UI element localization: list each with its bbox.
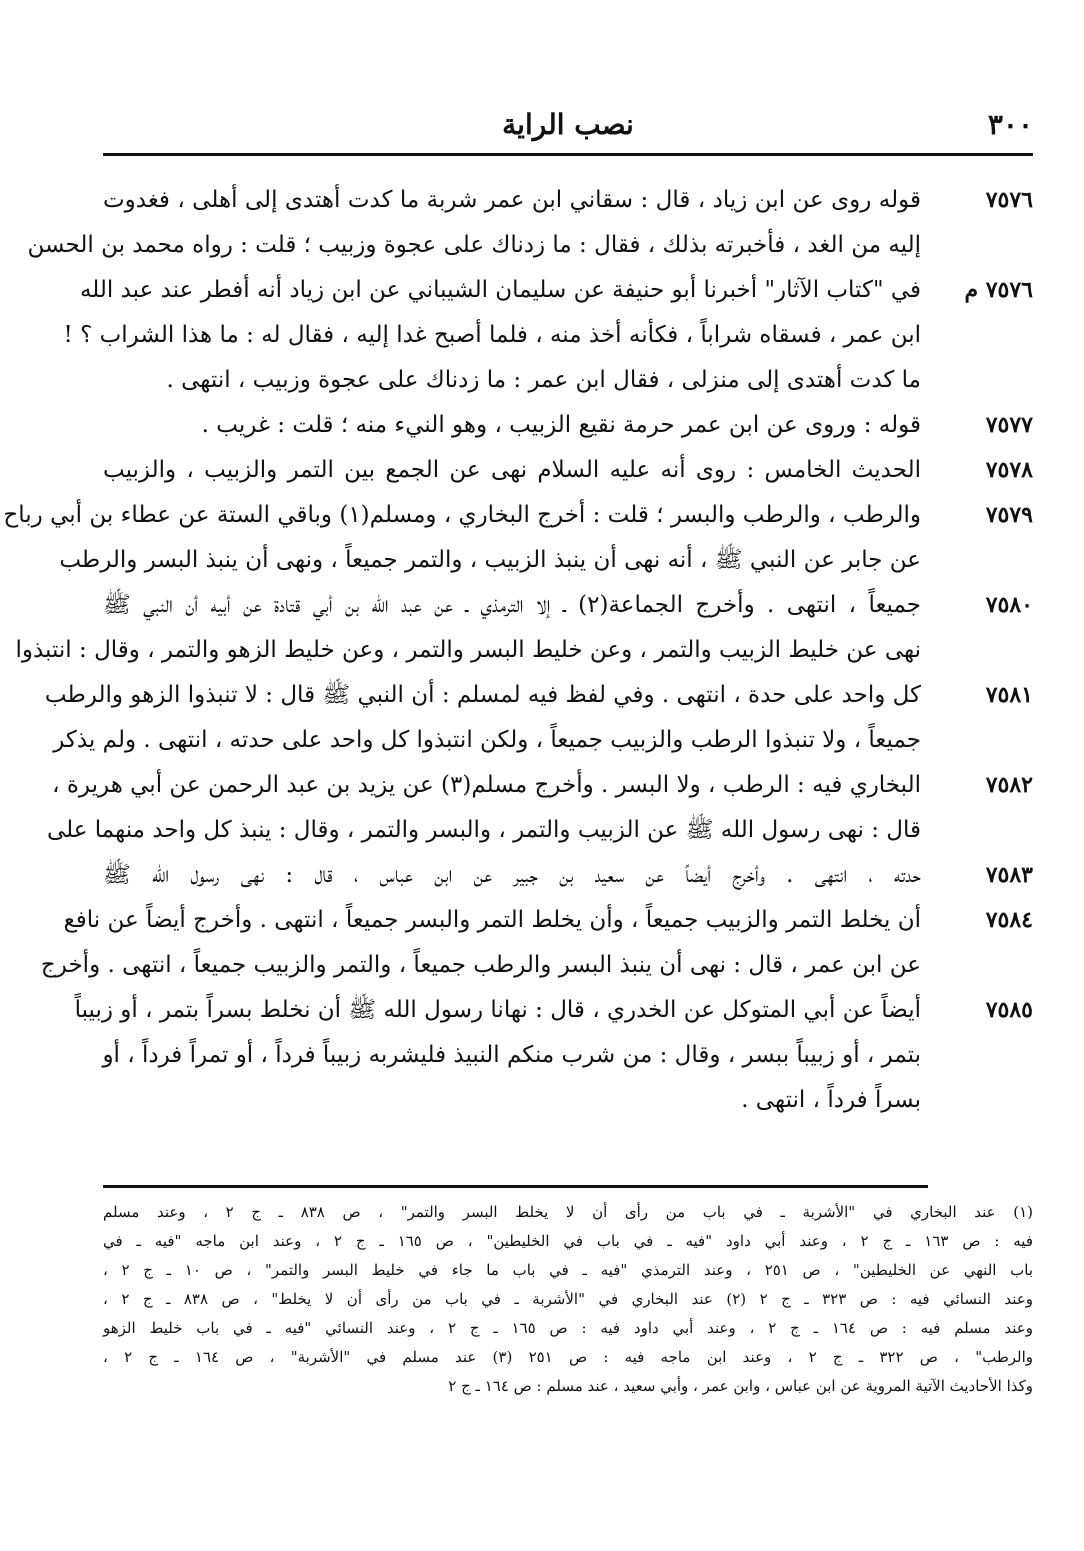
footnote-line: فيه : ص ١٦٣ ـ ج ٢ ، وعند أبي داود "فيه ـ في باب في الخليطين" ، ص ١٦٥ ـ ج ٢ ، وعند ابن ماجه "فيه ـ في [103, 1232, 1033, 1250]
hadith-number: ٧٥٧٩ [985, 502, 1033, 528]
page-number: ٣٠٠ [987, 108, 1033, 141]
hadith-number: ٧٥٧٦ م [964, 277, 1033, 303]
text-line [3, 493, 1033, 538]
hadith-number: ٧٥٨٤ [985, 907, 1033, 933]
line-text: ما كدت أهتدى إلى منزلى ، فقال ابن عمر : ما زدناك على عجوة وزبيب ، انتهى . [166, 367, 921, 393]
footnote-line: (١) عند البخاري في "الأشربة ـ في باب من رأى أن لا يخلط البسر والتمر" ، ص ٨٣٨ ـ ج ٢ ، وعند مسلم [103, 1203, 1033, 1221]
line-text: جميعاً ، ولا تنبذوا الرطب والزبيب جميعاً ، ولكن انتبذوا كل واحد على حدته ، انتهى . ولم يذكر [53, 727, 921, 753]
hadith-number: ٧٥٨٣ [985, 862, 1033, 888]
line-text: حدته ، انتهى . وأخرج أيضاً عن سعيد بن جبير عن ابن عباس ، قال : نهى رسول الله ﷺ [103, 862, 921, 888]
main-text [3, 178, 1033, 1123]
line-text: نهى عن خليط الزبيب والتمر ، وعن خليط البسر والتمر ، وعن خليط الزهو والتمر ، وقال : انتبذوا [15, 637, 921, 663]
line-text: البخاري فيه : الرطب ، ولا البسر . وأخرج مسلم(٣) عن يزيد بن عبد الرحمن عن أبي هريرة ، [52, 772, 921, 798]
line-text: في "كتاب الآثار" أخبرنا أبو حنيفة عن سليمان الشيباني عن ابن زياد أنه أفطر عند عبد الله [79, 277, 921, 303]
hadith-number: ٧٥٧٦ [985, 187, 1033, 213]
hadith-number: ٧٥٧٧ [985, 412, 1033, 438]
line-text: عن جابر عن النبي ﷺ ، أنه نهى أن ينبذ الزبيب ، والتمر جميعاً ، ونهى أن ينبذ البسر والرطب [59, 547, 921, 573]
hadith-number: ٧٥٨١ [985, 682, 1033, 708]
line-text: الحديث الخامس : روى أنه عليه السلام نهى عن الجمع بين التمر والزبيب ، والزبيب [103, 457, 921, 483]
footnote-line: والرطب" ، ص ٣٢٢ ـ ج ٢ ، وعند ابن ماجه فيه : ص ٢٥١ (٣) عند مسلم في "الأشربة" ، ص ١٦٤ ـ ج ٢ ، [103, 1348, 1034, 1366]
text-line [103, 403, 1033, 448]
line-text: إليه من الغد ، فأخبرته بذلك ، فقال : ما زدناك على عجوة وزبيب ؛ قلت : رواه محمد بن الحسن [27, 232, 921, 258]
hadith-number: ٧٥٨٠ [985, 592, 1033, 618]
text-line [52, 763, 1033, 808]
text-line [63, 313, 1033, 358]
text-line [103, 178, 1033, 223]
text-line [103, 1033, 1033, 1078]
text-line [59, 538, 1033, 583]
text-line [63, 898, 1033, 943]
text-line [40, 943, 1033, 988]
hadith-number: ٧٥٨٥ [985, 997, 1033, 1023]
text-line [27, 223, 1033, 268]
line-text: قال : نهى رسول الله ﷺ عن الزبيب والتمر ، والبسر والتمر ، وقال : ينبذ كل واحد منهما على [46, 817, 921, 843]
footnote-divider [103, 1185, 928, 1188]
line-text: أن يخلط التمر والزبيب جميعاً ، وأن يخلط التمر والبسر جميعاً ، انتهى . وأخرج أيضاً عن نافع [63, 907, 921, 933]
hadith-number: ٧٥٧٨ [985, 457, 1033, 483]
line-text: جميعاً ، انتهى . وأخرج الجماعة(٢) ـ إلا الترمذي ـ عن عبد الله بن أبي قتادة عن أبيه أن النبي ﷺ [103, 592, 921, 618]
line-text: بتمر ، أو زبيباً ببسر ، وقال : من شرب منكم النبيذ فليشربه زبيباً فرداً ، أو تمراً فرداً ، أو [102, 1042, 921, 1068]
line-text: بسراً فرداً ، انتهى . [741, 1087, 921, 1113]
text-line [103, 853, 1033, 898]
footnote-line: وكذا الأحاديث الآتية المروية عن ابن عباس ، وابن عمر ، وأبي سعيد ، عند مسلم : ص ١٦٤ ـ ج ٢ [448, 1377, 1033, 1395]
line-text: أيضاً عن أبي المتوكل عن الخدري ، قال : نهانا رسول الله ﷺ أن نخلط بسراً بتمر ، أو زبيباً [74, 997, 921, 1023]
footnote-line: باب النهي عن الخليطين" ، ص ٢٥١ ، وعند الترمذي "فيه ـ في باب ما جاء في خليط البسر والتمر" ، ص ١٠ ـ ج ٢ ، [103, 1261, 1033, 1279]
text-line [15, 628, 1033, 673]
header-divider [103, 153, 1033, 156]
footnote-line: وعند النسائي فيه : ص ٣٢٣ ـ ج ٢ (٢) عند البخاري في "الأشربة ـ في باب من رأى أن لا يخلط" ، ص ٨٣٨ ـ ج ٢ ، [103, 1290, 1034, 1308]
footnote-line: وعند مسلم فيه : ص ١٦٤ ـ ج ٢ ، وعند أبي داود فيه : ص ١٦٥ ـ ج ٢ ، وعند النسائي "فيه ـ في باب خليط الزهو [103, 1319, 1033, 1337]
line-text: قوله روى عن ابن زياد ، قال : سقاني ابن عمر شربة ما كدت أهتدى إلى أهلى ، فغدوت [103, 187, 921, 213]
text-line [53, 718, 1033, 763]
text-line [103, 448, 1033, 493]
hadith-number: ٧٥٨٢ [985, 772, 1033, 798]
line-text: قوله : وروى عن ابن عمر حرمة نقيع الزبيب ، وهو النيء منه ؛ قلت : غريب . [201, 412, 921, 438]
text-line [103, 583, 1033, 628]
book-title: نصب الراية [502, 108, 634, 141]
line-text: عن ابن عمر ، قال : نهى أن ينبذ البسر والرطب جميعاً ، والتمر والزبيب جميعاً ، انتهى . وأخرج [40, 952, 921, 978]
line-text: ابن عمر ، فسقاه شراباً ، فكأنه أخذ منه ، فلما أصبح غدا إليه ، فقال له : ما هذا الشراب ؟ ! [63, 322, 921, 348]
text-line [46, 808, 1033, 853]
text-line [103, 1078, 1033, 1123]
line-text: والرطب ، والرطب والبسر ؛ قلت : أخرج البخاري ، ومسلم(١) وباقي الستة عن عطاء بن أبي رباح [3, 502, 921, 528]
text-line [79, 268, 1033, 313]
text-line [44, 673, 1033, 718]
text-line [74, 988, 1033, 1033]
text-line [103, 358, 1033, 403]
line-text: كل واحد على حدة ، انتهى . وفي لفظ فيه لمسلم : أن النبي ﷺ قال : لا تنبذوا الزهو والرطب [44, 682, 921, 708]
footnotes [103, 1198, 1033, 1401]
page-header [103, 108, 1033, 148]
